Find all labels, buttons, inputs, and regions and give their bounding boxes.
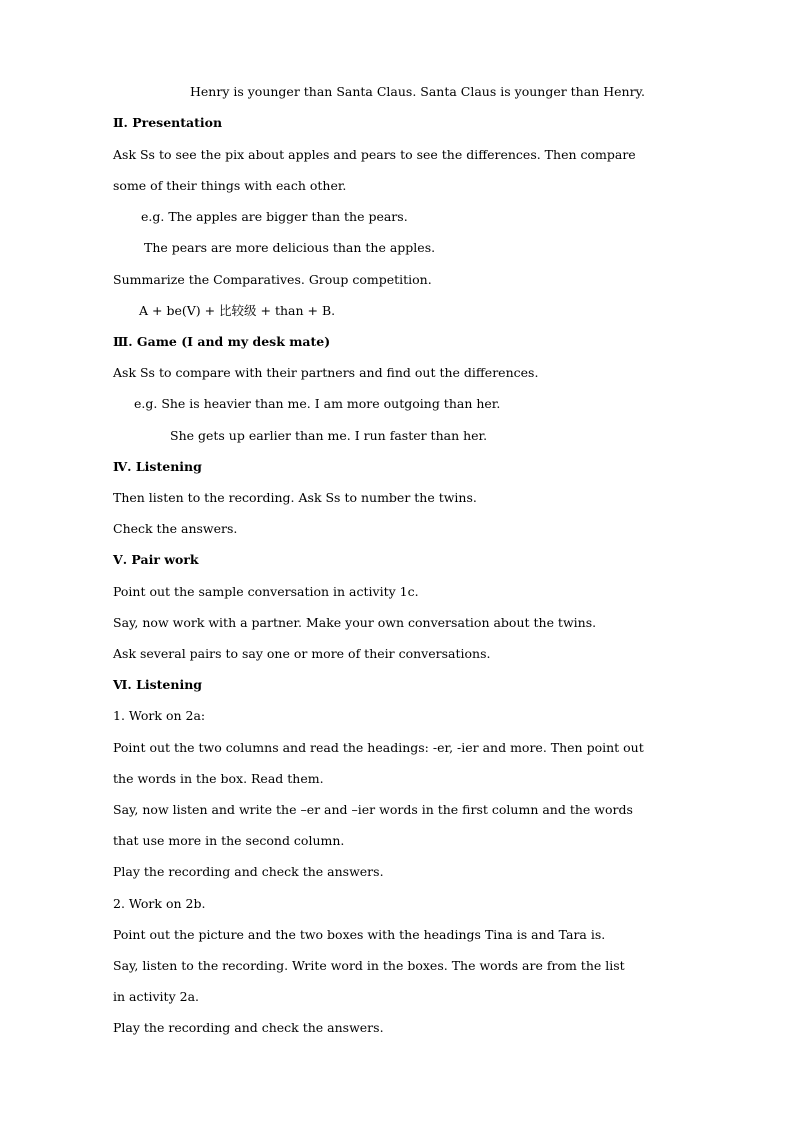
- paragraph-line: Say, listen to the recording. Write word in the boxes. The words are from the list: [113, 958, 625, 973]
- intro-example-line: Henry is younger than Santa Claus. Santa Claus is younger than Henry.: [190, 84, 645, 99]
- section-heading-presentation: Ⅱ. Presentation: [113, 115, 223, 130]
- paragraph-line: Point out the sample conversation in activity 1c.: [113, 584, 419, 599]
- formula-line: A + be(V) + 比较级 + than + B.: [139, 303, 336, 318]
- example-line: e.g. She is heavier than me. I am more outgoing than her.: [134, 396, 501, 411]
- section-heading-listening-2: Ⅵ. Listening: [113, 677, 203, 692]
- subheading-line: 2. Work on 2b.: [113, 896, 206, 911]
- subheading-line: 1. Work on 2a:: [113, 708, 206, 723]
- paragraph-line: that use more in the second column.: [113, 833, 345, 848]
- paragraph-line: Check the answers.: [113, 521, 238, 536]
- section-heading-pair-work: Ⅴ. Pair work: [113, 552, 199, 567]
- paragraph-line: Then listen to the recording. Ask Ss to number the twins.: [113, 490, 477, 505]
- paragraph-line: Ask Ss to see the pix about apples and pears to see the differences. Then compare: [113, 147, 636, 162]
- example-line: The pears are more delicious than the apples.: [144, 240, 436, 255]
- example-line: She gets up earlier than me. I run faster than her.: [170, 428, 488, 443]
- example-line: e.g. The apples are bigger than the pears.: [141, 209, 408, 224]
- paragraph-line: in activity 2a.: [113, 989, 199, 1004]
- section-heading-listening: Ⅳ. Listening: [113, 459, 202, 474]
- paragraph-line: Play the recording and check the answers.: [113, 1020, 384, 1035]
- paragraph-line: Ask Ss to compare with their partners and find out the differences.: [113, 365, 539, 380]
- section-heading-game: Ⅲ. Game (I and my desk mate): [113, 334, 331, 349]
- paragraph-line: Say, now work with a partner. Make your own conversation about the twins.: [113, 615, 597, 630]
- paragraph-line: some of their things with each other.: [113, 178, 347, 193]
- paragraph-line: Ask several pairs to say one or more of their conversations.: [113, 646, 491, 661]
- paragraph-line: Point out the two columns and read the headings: -er, -ier and more. Then point out: [113, 740, 644, 755]
- paragraph-line: Play the recording and check the answers.: [113, 864, 384, 879]
- paragraph-line: Point out the picture and the two boxes with the headings Tina is and Tara is.: [113, 927, 606, 942]
- paragraph-line: Summarize the Comparatives. Group competition.: [113, 272, 432, 287]
- paragraph-line: the words in the box. Read them.: [113, 771, 324, 786]
- paragraph-line: Say, now listen and write the –er and –ier words in the first column and the words: [113, 802, 633, 817]
